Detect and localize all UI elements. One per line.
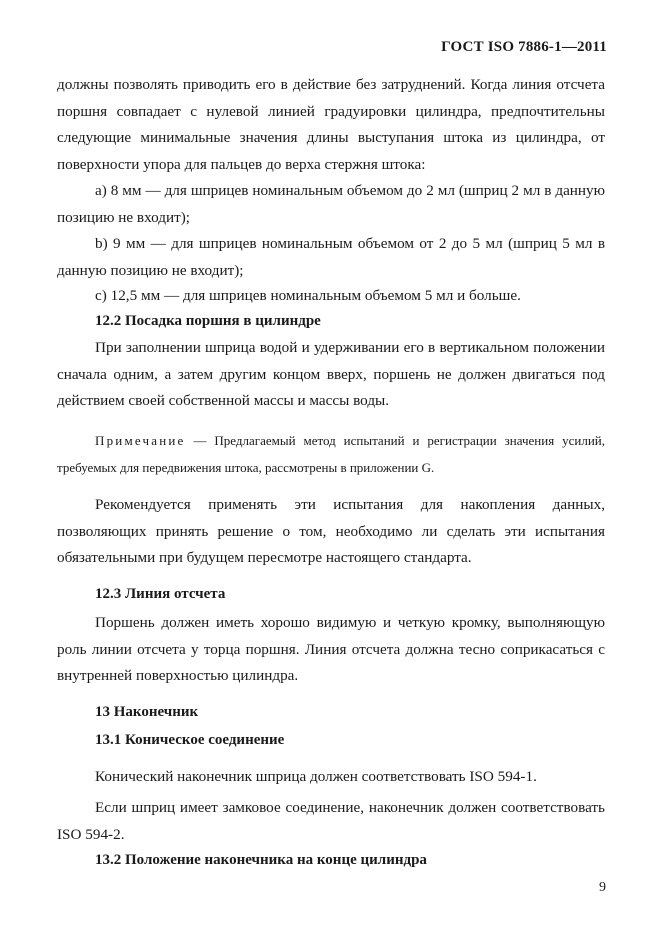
paragraph-12-2: При заполнении шприца водой и удерживании его в вертикальном положении сначала одним, а затем другим концом вверх, поршень не должен двигаться под действием своей собственной массы и массы воды.	[57, 339, 605, 409]
section-heading-13-1: 13.1 Коническое соединение	[95, 732, 285, 748]
section-heading-13: 13 Наконечник	[95, 704, 199, 720]
paragraph-12-3: Поршень должен иметь хорошо видимую и четкую кромку, выполняющую роль линии отсчета у торца поршня. Линия отсчета должна тесно соприкасаться с внутренней поверхностью цилиндра.	[57, 614, 605, 684]
note-label: Примечание	[95, 433, 186, 448]
paragraph-13-1a: Конический наконечник шприца должен соответствовать ISO 594-1.	[95, 768, 537, 785]
list-item-b: b) 9 мм — для шприцев номинальным объемом от 2 до 5 мл (шприц 5 мл в данную позицию не входит);	[57, 235, 605, 279]
page-number: 9	[599, 880, 606, 895]
paragraph-continuation: должны позволять приводить его в действие без затруднений. Когда линия отсчета поршня совпадает с нулевой линией градуировки цилиндра, предпочтительны следующие минимальные значения длины выступания штока из цилиндра, от поверхности упора для пальцев до верха стержня штока:	[57, 76, 605, 173]
note-text: — Предлагаемый метод испытаний и регистрации значения усилий, требуемых для передвижения штока, рассмотрены в приложении G.	[57, 433, 605, 475]
section-heading-12-3: 12.3 Линия отсчета	[95, 586, 226, 602]
paragraph-13-1b: Если шприц имеет замковое соединение, наконечник должен соответствовать ISO 594-2.	[57, 799, 605, 843]
list-item-a: a) 8 мм — для шприцев номинальным объемом до 2 мл (шприц 2 мл в данную позицию не входит);	[57, 182, 605, 226]
section-heading-13-2: 13.2 Положение наконечника на конце цилиндра	[95, 852, 427, 868]
standard-header: ГОСТ ISO 7886-1—2011	[441, 39, 607, 55]
list-item-c: c) 12,5 мм — для шприцев номинальным объемом 5 мл и больше.	[95, 287, 521, 304]
paragraph-recommendation: Рекомендуется применять эти испытания для накопления данных, позволяющих принять решение о том, необходимо ли сделать эти испытания обязательными при будущем пересмотре настоящего стандарта.	[57, 496, 605, 566]
section-heading-12-2: 12.2 Посадка поршня в цилиндре	[95, 313, 321, 329]
note	[57, 427, 605, 481]
